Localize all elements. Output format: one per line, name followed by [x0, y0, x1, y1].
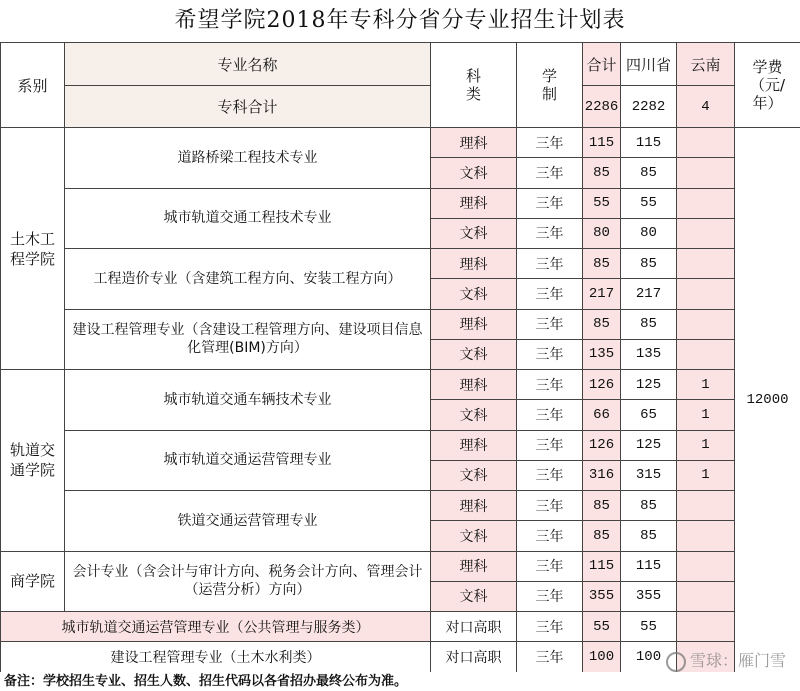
sum-cell: 55 [583, 188, 621, 218]
yunnan-cell [677, 521, 735, 551]
page-title: 希望学院2018年专科分省分专业招生计划表 [174, 8, 626, 33]
sum-cell: 355 [583, 581, 621, 611]
department-cell: 土木工 程学院 [1, 128, 65, 370]
header-dept: 系别 [1, 43, 65, 128]
sichuan-cell: 135 [621, 339, 677, 369]
header-yunnan: 云南 [677, 43, 735, 86]
sichuan-cell: 100 [621, 642, 677, 672]
sum-cell: 115 [583, 128, 621, 158]
header-sichuan: 四川省 [621, 43, 677, 86]
major-name-cell: 城市轨道交通车辆技术专业 [65, 370, 431, 431]
duration-cell: 三年 [517, 339, 583, 369]
header-major-name: 专业名称 [65, 43, 431, 86]
yunnan-cell [677, 309, 735, 339]
yunnan-cell [677, 249, 735, 279]
sichuan-cell: 80 [621, 218, 677, 248]
sum-cell: 217 [583, 279, 621, 309]
duration-cell: 三年 [517, 158, 583, 188]
yunnan-cell [677, 128, 735, 158]
duration-cell: 三年 [517, 400, 583, 430]
sichuan-cell: 85 [621, 158, 677, 188]
subject-cell: 理科 [431, 309, 517, 339]
subject-cell: 理科 [431, 430, 517, 460]
department-cell: 商学院 [1, 551, 65, 612]
header-total-sichuan: 2282 [621, 86, 677, 128]
sichuan-cell: 85 [621, 249, 677, 279]
sichuan-cell: 65 [621, 400, 677, 430]
subject-cell: 理科 [431, 128, 517, 158]
sichuan-cell: 115 [621, 551, 677, 581]
yunnan-cell [677, 491, 735, 521]
subject-cell: 理科 [431, 188, 517, 218]
table-row [1, 430, 800, 460]
subject-cell: 文科 [431, 279, 517, 309]
table-row [1, 128, 800, 158]
major-name-cell: 工程造价专业（含建筑工程方向、安装工程方向） [65, 249, 431, 310]
sum-cell: 85 [583, 491, 621, 521]
subject-cell: 文科 [431, 521, 517, 551]
table-row [1, 309, 800, 339]
major-name-cell: 道路桥梁工程技术专业 [65, 128, 431, 189]
duration-cell: 三年 [517, 430, 583, 460]
duration-cell: 三年 [517, 128, 583, 158]
major-name-cell: 建设工程管理专业（含建设工程管理方向、建设项目信息化管理(BIM)方向） [65, 309, 431, 370]
sichuan-cell: 125 [621, 430, 677, 460]
yunnan-cell: 1 [677, 460, 735, 490]
header-subject: 科 类 [431, 43, 517, 128]
yunnan-cell: 1 [677, 400, 735, 430]
fee-cell: 12000 [735, 128, 800, 673]
sum-cell: 100 [583, 642, 621, 672]
duration-cell: 三年 [517, 551, 583, 581]
subject-cell: 理科 [431, 551, 517, 581]
duration-cell: 三年 [517, 249, 583, 279]
subject-cell: 对口高职 [431, 642, 517, 672]
sichuan-cell: 85 [621, 309, 677, 339]
subject-cell: 文科 [431, 400, 517, 430]
duration-cell: 三年 [517, 188, 583, 218]
special-major-cell: 城市轨道交通运营管理专业（公共管理与服务类） [1, 612, 431, 642]
duration-cell: 三年 [517, 612, 583, 642]
sum-cell: 115 [583, 551, 621, 581]
major-name-cell: 会计专业（含会计与审计方向、税务会计方向、管理会计（运营分析）方向） [65, 551, 431, 612]
table-row [1, 188, 800, 218]
subject-cell: 理科 [431, 491, 517, 521]
major-name-cell: 城市轨道交通运营管理专业 [65, 430, 431, 491]
header-duration: 学 制 [517, 43, 583, 128]
subject-cell: 文科 [431, 339, 517, 369]
sum-cell: 85 [583, 158, 621, 188]
yunnan-cell [677, 581, 735, 611]
major-name-cell: 铁道交通运营管理专业 [65, 491, 431, 552]
sum-cell: 85 [583, 521, 621, 551]
watermark-text: 雪球：雁门雪 [689, 651, 786, 670]
watermark [666, 650, 786, 672]
duration-cell: 三年 [517, 491, 583, 521]
subject-cell: 文科 [431, 460, 517, 490]
footnote: 备注：学校招生专业、招生人数、招生代码以各省招办最终公布为准。 [0, 672, 800, 691]
yunnan-cell [677, 279, 735, 309]
subject-cell: 理科 [431, 370, 517, 400]
header-total-yunnan: 4 [677, 86, 735, 128]
sichuan-cell: 55 [621, 188, 677, 218]
duration-cell: 三年 [517, 460, 583, 490]
yunnan-cell [677, 158, 735, 188]
sichuan-cell: 85 [621, 521, 677, 551]
sum-cell: 66 [583, 400, 621, 430]
sichuan-cell: 217 [621, 279, 677, 309]
duration-cell: 三年 [517, 218, 583, 248]
yunnan-cell [677, 612, 735, 642]
header-total-sum: 2286 [583, 86, 621, 128]
yunnan-cell [677, 218, 735, 248]
sum-cell: 316 [583, 460, 621, 490]
major-name-cell: 城市轨道交通工程技术专业 [65, 188, 431, 249]
table-row [1, 551, 800, 581]
table-row [1, 491, 800, 521]
yunnan-cell [677, 339, 735, 369]
yunnan-cell [677, 551, 735, 581]
yunnan-cell: 1 [677, 430, 735, 460]
header-fee: 学费 （元/ 年） [735, 43, 800, 128]
sichuan-cell: 85 [621, 491, 677, 521]
header-total-label: 专科合计 [65, 86, 431, 128]
yunnan-cell: 1 [677, 370, 735, 400]
header-sum: 合计 [583, 43, 621, 86]
duration-cell: 三年 [517, 309, 583, 339]
sum-cell: 126 [583, 370, 621, 400]
duration-cell: 三年 [517, 370, 583, 400]
table-row [1, 249, 800, 279]
duration-cell: 三年 [517, 279, 583, 309]
special-major-cell: 建设工程管理专业（土木水利类） [1, 642, 431, 672]
subject-cell: 文科 [431, 158, 517, 188]
department-cell: 轨道交 通学院 [1, 370, 65, 552]
sum-cell: 55 [583, 612, 621, 642]
snowball-logo-icon [666, 652, 686, 672]
sichuan-cell: 55 [621, 612, 677, 642]
table-row [1, 370, 800, 400]
sum-cell: 85 [583, 309, 621, 339]
subject-cell: 对口高职 [431, 612, 517, 642]
sichuan-cell: 125 [621, 370, 677, 400]
yunnan-cell [677, 188, 735, 218]
duration-cell: 三年 [517, 642, 583, 672]
duration-cell: 三年 [517, 521, 583, 551]
sum-cell: 85 [583, 249, 621, 279]
sichuan-cell: 355 [621, 581, 677, 611]
table-row [1, 612, 800, 642]
sum-cell: 80 [583, 218, 621, 248]
sum-cell: 126 [583, 430, 621, 460]
enrollment-table [0, 42, 800, 673]
subject-cell: 文科 [431, 581, 517, 611]
sum-cell: 135 [583, 339, 621, 369]
sichuan-cell: 115 [621, 128, 677, 158]
subject-cell: 理科 [431, 249, 517, 279]
sichuan-cell: 315 [621, 460, 677, 490]
subject-cell: 文科 [431, 218, 517, 248]
duration-cell: 三年 [517, 581, 583, 611]
